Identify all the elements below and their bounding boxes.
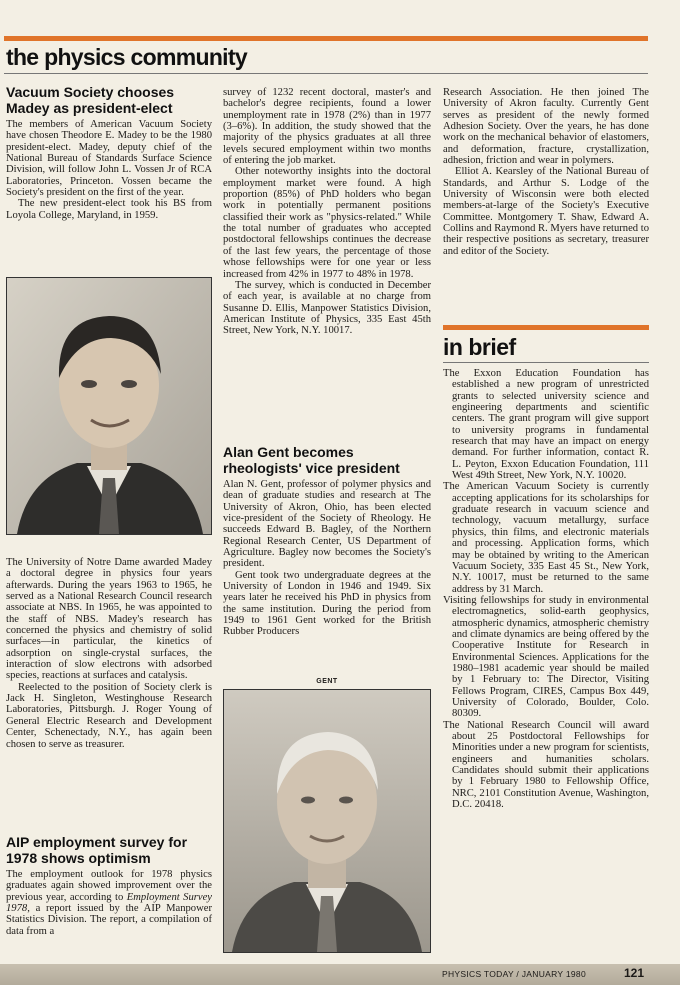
article-gent-top	[223, 444, 431, 638]
header-accent-bar	[4, 36, 648, 41]
article-employment-p2: survey of 1232 recent doctoral, master's and bachelor's degree recipients, found a lower unemployment rate in 1978 (2%) than in 1977 (3–6%). In addition, the study showed that the majority of the physics graduates at all three levels secured employment within two months of entering the job market.	[223, 87, 431, 167]
article-gent-p1: Alan N. Gent, professor of polymer physics and dean of graduate studies and research at The University of Akron, Ohio, has been elected vice-president of the Society of Rheology. He succeeds Edward B. Bagley, of the Northern Regional Research Center, US Department of Agriculture. Bagley now becomes the Society's president.	[223, 479, 431, 570]
article-employment-p4: The survey, which is conducted in December of each year, is available at no charge from Susanne D. Ellis, Manpower Statistics Division, American Institute of Physics, 335 East 45th Street, New York, N.Y. 10017.	[223, 279, 431, 337]
article-gent-continued	[443, 87, 649, 257]
in-brief-item-cires: Visiting fellowships for study in environmental electromagnetics, solid-earth geophysics, atmospheric dynamics, atmospheric chemistry and climate dynamics are being offered by the Cooperative Institute for Research in Environmental Sciences. Applications for the 1980–1981 academic year should be mailed by 1 February to: The Director, Visiting Fellows Program, CIRES, Campus Box 449, University of Colorado, Boulder, Colo. 80309.	[443, 594, 649, 720]
madey-photo	[6, 277, 212, 535]
page-title: the physics community	[6, 44, 247, 70]
article-madey-p1: The members of American Vacuum Society have chosen Theodore E. Madey to be the 1980 president-elect. Madey, deputy chief of the National Bureau of Standards Surface Science Division, will follow John L. Vossen Jr of RCA Laboratories, Princeton. Vossen became the Society's president on the first of the year.	[6, 119, 212, 199]
in-brief-item-nrc: The National Research Council will award about 25 Postdoctoral Fellowships for Minorities under a new program for scientists, engineers and humanities scholars. Candidates should submit their applications by 1 February 1980 to Fellowship Office, NRC, 2101 Constitution Avenue, Washington, D.C. 20418.	[443, 719, 649, 811]
article-gent-headline: Alan Gent becomes rheologists' vice president	[223, 444, 400, 476]
article-madey-p3: The University of Notre Dame awarded Madey a doctoral degree in physics four years afterwards. During the years 1963 to 1965, he served as a National Research Council research associate at NBS. In 1965, he was appointed to the staff of NBS. Madey's research has concerned the physics and chemistry of solid surfaces—in particular, the kinetics of adsorption on single-crystal surfaces, the interaction of slow electrons with adsorbed species, reactions at surfaces and catalysis.	[6, 557, 212, 682]
article-employment-p1-a: The employment outlook for 1978 physics graduates again showed improvement over the previous year, according to	[6, 869, 212, 903]
in-brief-item-avs: The American Vacuum Society is currently accepting applications for its scholarships for graduate research in vacuum science and technology, vacuum metallurgy, surface physics, thin films, and electronic materials and processing. Application forms, which may be obtained by writing to the American Vacuum Society, 335 East 45 St., New York, N.Y. 10017, must be returned to the same address by 31 March.	[443, 481, 649, 595]
article-gent-p4: Elliot A. Kearsley of the National Bureau of Standards, and Arthur S. Lodge of the University of Wisconsin were both elected members-at-large of the Society's Executive Committee. Montgomery T. Shaw, Edward A. Collins and Raymond R. Myers have returned to their respective positions as secretary, treasurer and editor of the Society.	[443, 166, 649, 257]
in-brief-list	[443, 368, 649, 810]
article-madey-p4: Reelected to the position of Society clerk is Jack H. Singleton, Westinghouse Research Laboratories, Pittsburgh. J. Roger Young of General Electric Research and Development Center, Schenectady, N.Y., has again been chosen to serve as treasurer.	[6, 681, 212, 750]
in-brief-accent-bar	[443, 325, 649, 330]
header-rule	[4, 73, 648, 74]
article-employment-p1-b: , a report issued by the AIP Manpower Statistics Division. The report, a compilation of data from a	[6, 903, 212, 937]
article-madey-bottom	[6, 557, 212, 750]
article-madey-headline: Vacuum Society chooses Madey as president-elect	[6, 84, 175, 116]
in-brief-rule	[443, 362, 649, 363]
in-brief-item-exxon: The Exxon Education Foundation has established a new program of unrestricted grants to selected university science and engineering departments and scientific centers. The grant program will give support to university programs in fundamental research that may have an impact on energy demand. For further information, contact R. L. Peyton, Exxon Education Foundation, 111 West 49th Street, New York, N.Y. 10020.	[443, 368, 649, 482]
article-employment-continued	[223, 87, 431, 337]
article-employment-top	[6, 834, 212, 937]
page-number: 121	[624, 966, 645, 980]
article-gent-p3: Research Association. He then joined The University of Akron faculty. Currently Gent serves as president of the newly formed Adhesion Society. Over the years, he has done work on the mechanical behavior of elastomers, and deformation, fracture, crystallization, adhesion, friction and wear in polymers.	[443, 87, 649, 167]
article-madey-p2: The new president-elect took his BS from Loyola College, Maryland, in 1959.	[6, 198, 212, 221]
gent-photo	[223, 689, 431, 953]
article-employment-p1	[6, 869, 212, 937]
gent-photo-caption: GENT	[316, 678, 338, 685]
article-employment-headline: AIP employment survey for 1978 shows optimism	[6, 834, 188, 866]
footer-journal: PHYSICS TODAY / JANUARY 1980	[442, 969, 586, 979]
article-employment-report-title: Employment Survey 1978	[6, 891, 212, 915]
in-brief-title: in brief	[443, 334, 516, 360]
article-employment-p3: Other noteworthy insights into the doctoral employment market were found. A high proportion (85%) of PhD holders who began work in potentially permanent positions classified their work as "physics-related." While the total number of graduates who accepted postdoctoral fellowships continues the decrease of the last few years, the percentage of those whose fellowships were for one year or less increased from 42% in 1977 to 48% in 1978.	[223, 166, 431, 280]
article-madey-top	[6, 84, 212, 221]
article-gent-p2: Gent took two undergraduate degrees at the University of London in 1946 and 1949. Six years later he received his PhD in physics from the same institution. During the period from 1949 to 1961 Gent worked for the British Rubber Producers	[223, 569, 431, 638]
